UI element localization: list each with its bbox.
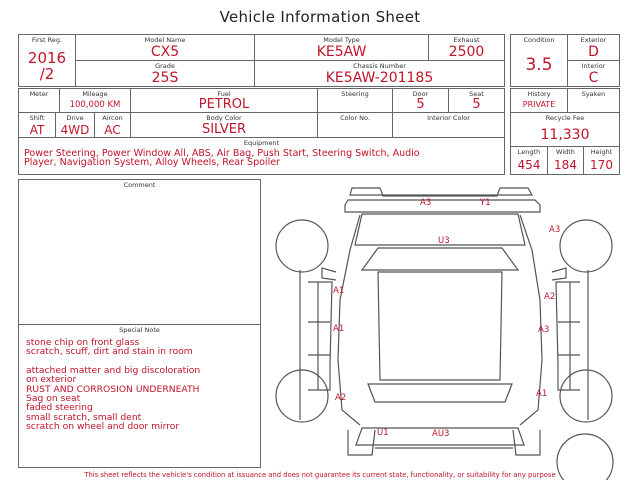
roof bbox=[378, 272, 502, 380]
model-name-value: CX5 bbox=[150, 44, 180, 60]
equipment-line-1: Power Steering, Power Window All, ABS, Air Bag, Push Start, Steering Switch, Audio bbox=[24, 148, 420, 159]
shift-cell bbox=[18, 112, 56, 138]
chassis-label: Chassis Number bbox=[353, 62, 406, 70]
first-reg-year: 2016 bbox=[27, 49, 67, 67]
rear-right-tire bbox=[560, 370, 612, 422]
exterior-value: D bbox=[588, 44, 599, 60]
chassis-value: KE5AW-201185 bbox=[325, 70, 434, 86]
comment-box bbox=[18, 179, 261, 325]
right-side-body bbox=[556, 282, 580, 390]
interior-label: Interior bbox=[581, 62, 606, 70]
damage-mark: A3 bbox=[549, 225, 561, 235]
color-no-label: Color No. bbox=[340, 114, 370, 122]
chassis-cell bbox=[254, 60, 505, 87]
model-name-label: Model Name bbox=[144, 36, 186, 44]
meter-label: Meter bbox=[29, 90, 49, 98]
damage-mark: A3 bbox=[420, 198, 432, 208]
first-reg-cell bbox=[18, 34, 76, 87]
damage-mark: A1 bbox=[333, 324, 345, 334]
body-color-label: Body Color bbox=[206, 114, 242, 122]
note-line: attached matter and big discoloration bbox=[26, 364, 201, 376]
sheet-title: Vehicle Information Sheet bbox=[219, 8, 421, 26]
door-label: Door bbox=[412, 90, 429, 98]
windshield bbox=[362, 248, 518, 270]
hood-front bbox=[345, 200, 540, 212]
interior-color-label: Interior Color bbox=[427, 114, 470, 122]
recycle-fee-value: 11,330 bbox=[540, 127, 590, 143]
fuel-value: PETROL bbox=[198, 97, 250, 112]
recycle-fee-cell bbox=[510, 112, 620, 147]
note-line: small scratch, small dent bbox=[26, 411, 142, 423]
exterior-cell bbox=[567, 34, 620, 61]
damage-mark: U3 bbox=[438, 236, 450, 246]
rear-window bbox=[368, 384, 512, 402]
equipment-line-2: Player, Navigation System, Alloy Wheels, Rear Spoiler bbox=[24, 157, 280, 168]
exhaust-label: Exhaust bbox=[453, 36, 480, 44]
mileage-cell bbox=[59, 88, 131, 113]
fuel-label: Fuel bbox=[217, 90, 231, 98]
note-line: stone chip on front glass bbox=[26, 337, 140, 348]
recycle-fee-label: Recycle Fee bbox=[545, 114, 585, 122]
damage-mark: AU3 bbox=[432, 429, 450, 439]
width-label: Width bbox=[556, 148, 575, 156]
note-line: on exterior bbox=[26, 374, 77, 386]
front-bumper bbox=[350, 188, 532, 196]
condition-cell bbox=[510, 34, 568, 87]
special-note-text bbox=[26, 338, 200, 432]
front-right-tire bbox=[560, 220, 612, 272]
history-value: PRIVATE bbox=[522, 100, 556, 109]
grade-value: 25S bbox=[151, 70, 179, 86]
mileage-label: Mileage bbox=[82, 90, 108, 98]
body-color-cell bbox=[130, 112, 318, 138]
aircon-value: AC bbox=[104, 123, 121, 137]
model-type-value: KE5AW bbox=[316, 44, 367, 60]
interior-color-cell bbox=[392, 112, 505, 138]
note-line: scratch, scuff, dirt and stain in room bbox=[26, 346, 193, 358]
color-no-cell bbox=[317, 112, 393, 138]
model-type-label: Model Type bbox=[323, 36, 360, 44]
model-type-cell bbox=[254, 34, 429, 61]
drive-value: 4WD bbox=[60, 123, 90, 137]
syaken-cell bbox=[567, 88, 620, 113]
first-reg-label: First Reg. bbox=[31, 36, 63, 44]
height-cell bbox=[583, 146, 620, 175]
note-line: scratch on wheel and door mirror bbox=[26, 421, 180, 433]
steering-cell bbox=[317, 88, 393, 113]
equipment-label: Equipment bbox=[243, 139, 280, 147]
damage-mark: A2 bbox=[544, 292, 556, 302]
length-value: 454 bbox=[517, 158, 541, 172]
damage-mark: A2 bbox=[335, 393, 347, 403]
model-name-cell bbox=[75, 34, 255, 61]
length-cell bbox=[510, 146, 548, 175]
disclaimer-footer: This sheet reflects the vehicle's condition at issuance and does not guarantee its current state, functionality, or suitability for any purpose bbox=[84, 471, 556, 479]
comment-label: Comment bbox=[123, 181, 156, 189]
steering-label: Steering bbox=[341, 90, 369, 98]
shift-value: AT bbox=[29, 123, 45, 137]
body-color-value: SILVER bbox=[201, 122, 247, 137]
history-cell bbox=[510, 88, 568, 113]
length-label: Length bbox=[517, 148, 541, 156]
height-value: 170 bbox=[590, 158, 613, 172]
exterior-label: Exterior bbox=[580, 36, 607, 44]
seat-cell bbox=[448, 88, 505, 113]
seat-label: Seat bbox=[469, 90, 484, 98]
meter-cell bbox=[18, 88, 60, 113]
damage-mark: A1 bbox=[536, 389, 548, 399]
note-line: Sag on seat bbox=[26, 393, 81, 405]
door-cell bbox=[392, 88, 449, 113]
first-reg-month: /2 bbox=[39, 65, 55, 83]
drive-label: Drive bbox=[66, 114, 84, 122]
history-label: History bbox=[527, 90, 551, 98]
height-label: Height bbox=[590, 148, 613, 156]
door-value: 5 bbox=[416, 97, 425, 112]
exhaust-cell bbox=[428, 34, 505, 61]
damage-mark: U1 bbox=[377, 428, 389, 438]
aircon-label: Aircon bbox=[102, 114, 123, 122]
damage-mark: A1 bbox=[333, 286, 345, 296]
rear-left-tire bbox=[276, 370, 328, 422]
left-side-body bbox=[308, 282, 332, 390]
fuel-cell bbox=[130, 88, 318, 113]
condition-label: Condition bbox=[523, 36, 555, 44]
right-mirror bbox=[552, 268, 566, 280]
front-left-tire bbox=[276, 220, 328, 272]
damage-mark: A3 bbox=[538, 325, 550, 335]
width-cell bbox=[547, 146, 584, 175]
interior-cell bbox=[567, 60, 620, 87]
grade-label: Grade bbox=[155, 62, 175, 70]
damage-mark: Y1 bbox=[480, 198, 491, 208]
mileage-value: 100,000 KM bbox=[69, 100, 121, 110]
width-value: 184 bbox=[554, 158, 577, 172]
left-mirror bbox=[322, 268, 336, 280]
condition-value: 3.5 bbox=[525, 55, 553, 75]
note-line: RUST AND CORROSION UNDERNEATH bbox=[26, 383, 200, 395]
drive-cell bbox=[55, 112, 95, 138]
seat-value: 5 bbox=[472, 97, 481, 112]
grade-cell bbox=[75, 60, 255, 87]
exhaust-value: 2500 bbox=[448, 44, 485, 60]
aircon-cell bbox=[94, 112, 131, 138]
syaken-label: Syaken bbox=[581, 90, 606, 98]
note-line: faded steering bbox=[26, 402, 93, 414]
interior-value: C bbox=[588, 70, 599, 86]
shift-label: Shift bbox=[29, 114, 45, 122]
special-note-label: Special Note bbox=[119, 326, 160, 334]
